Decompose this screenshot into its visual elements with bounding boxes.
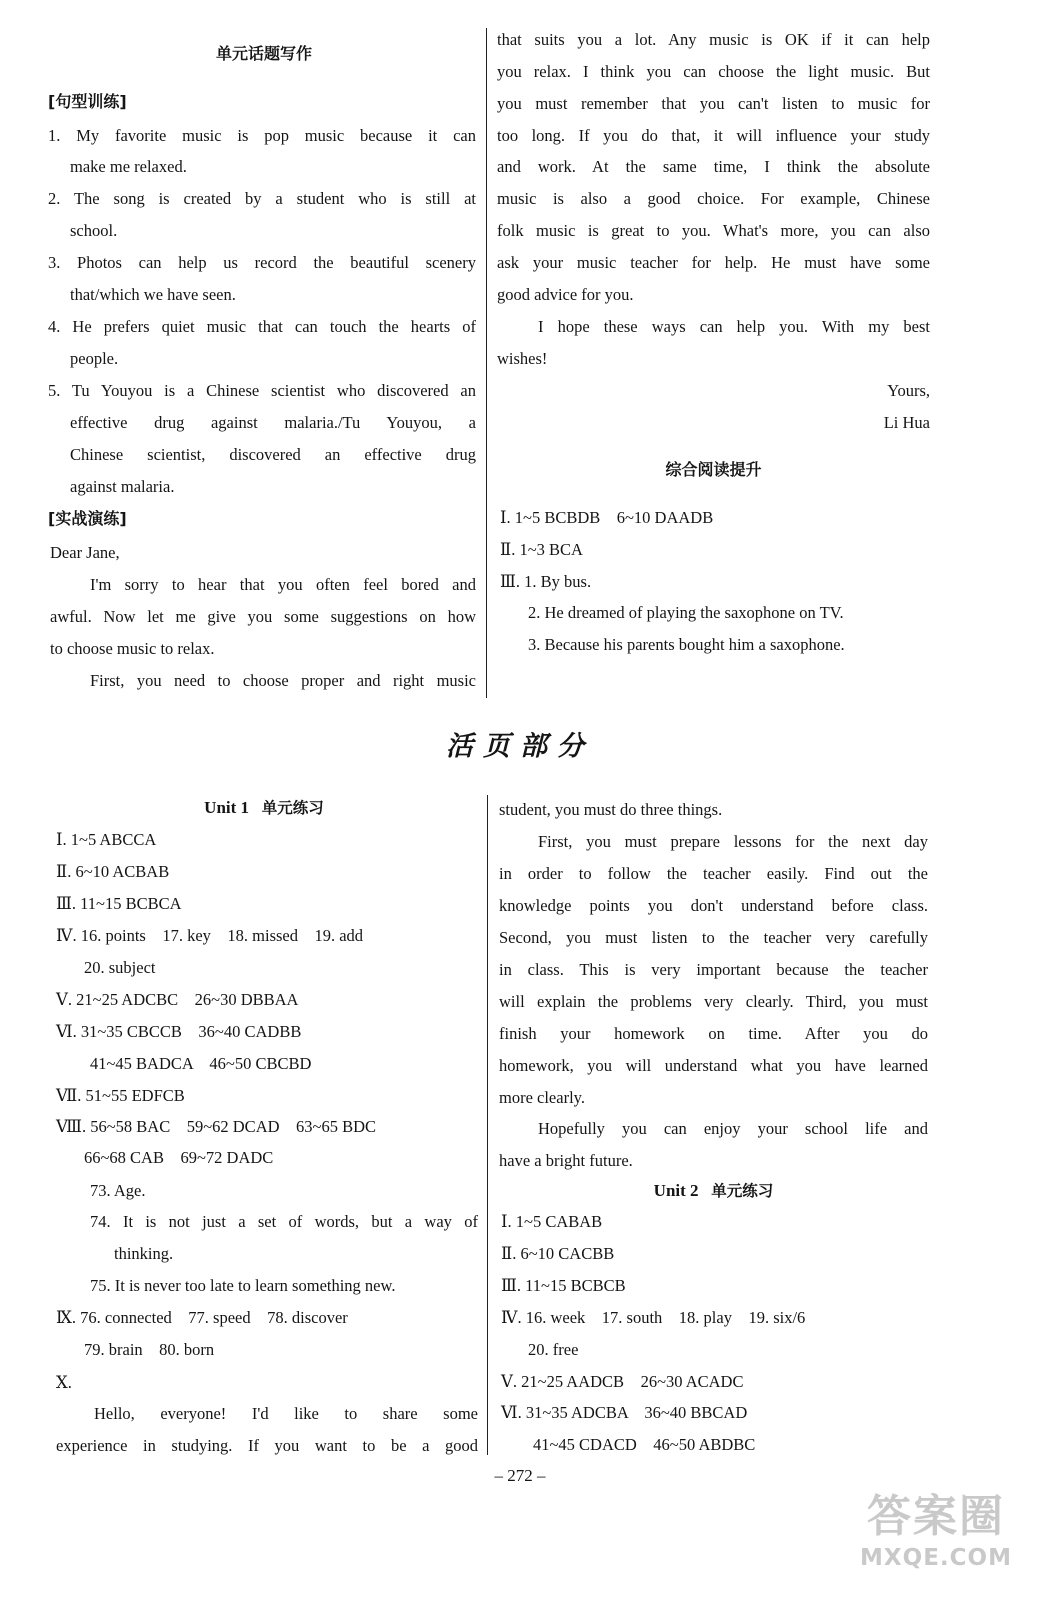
answer-line: Ⅲ. 1. By bus. (500, 572, 592, 591)
answer-line: Ⅸ. 76. connected 77. speed 78. discover (56, 1308, 348, 1327)
answer-line: Ⅵ. 31~35 ADCBA 36~40 BBCAD (501, 1403, 748, 1422)
answer-line: Ⅲ. 11~15 BCBCA (56, 894, 182, 913)
text-line: Hopefully you can enjoy your school life and (538, 1119, 928, 1138)
answer-line: 3. Because his parents bought him a saxophone. (528, 635, 845, 654)
answer-line: 20. free (528, 1340, 579, 1359)
answer-line: Ⅴ. 21~25 AADCB 26~30 ACADC (501, 1372, 744, 1391)
practice-label: [实战演练] (48, 509, 127, 528)
answer-line: 41~45 CDACD 46~50 ABDBC (533, 1435, 756, 1454)
answer-line: Ⅹ. (56, 1373, 72, 1392)
text-line: I hope these ways can help you. With my best (538, 317, 930, 336)
text-line: finish your homework on time. After you do (499, 1024, 928, 1043)
text-line: school. (70, 221, 118, 240)
answer-line: Ⅰ. 1~5 BCBDB 6~10 DAADB (500, 508, 714, 527)
writing-heading: 单元话题写作 (215, 44, 312, 63)
text-line: you relax. I think you can choose the light music. But (497, 62, 930, 81)
letter-closing: Yours, (887, 381, 930, 400)
text-line: that/which we have seen. (70, 285, 236, 304)
text-line: you must remember that you can't listen to music for (497, 94, 930, 113)
text-line: 3. Photos can help us record the beautiful scenery (48, 253, 476, 272)
answer-line: 20. subject (84, 958, 156, 977)
answer-line: 74. It is not just a set of words, but a way of (90, 1212, 478, 1231)
unit-2-title (499, 1181, 928, 1201)
text-line: music is also a good choice. For example, Chinese (497, 189, 930, 208)
text-line: I'm sorry to hear that you often feel bored and (90, 575, 476, 594)
answer-line: 2. He dreamed of playing the saxophone on TV. (528, 603, 844, 622)
text-line: have a bright future. (499, 1151, 633, 1170)
text-line: wishes! (497, 349, 548, 368)
text-line: that suits you a lot. Any music is OK if it can help (497, 30, 930, 49)
answer-line: Ⅷ. 56~58 BAC 59~62 DCAD 63~65 BDC (56, 1117, 377, 1136)
answer-line: thinking. (114, 1244, 174, 1263)
text-line: 2. The song is created by a student who is still at (48, 189, 476, 208)
answer-line: Ⅲ. 11~15 BCBCB (501, 1276, 626, 1295)
text-line: experience in studying. If you want to be a good (56, 1436, 478, 1455)
answer-line: Ⅴ. 21~25 ADCBC 26~30 DBBAA (56, 990, 299, 1009)
text-line: Second, you must listen to the teacher very carefully (499, 928, 928, 947)
answer-line: Ⅰ. 1~5 ABCCA (56, 830, 157, 849)
text-line: homework, you will understand what you have learned (499, 1056, 928, 1075)
letter-signature: Li Hua (883, 413, 930, 432)
answer-line: Ⅳ. 16. week 17. south 18. play 19. six/6 (501, 1308, 806, 1327)
answer-line: 73. Age. (90, 1181, 146, 1200)
text-line: good advice for you. (497, 285, 634, 304)
watermark-glyphs: 答案圈 (867, 1491, 1005, 1542)
text-line: 4. He prefers quiet music that can touch the hearts of (48, 317, 476, 336)
letter-salutation: Dear Jane, (50, 543, 120, 562)
answer-line: 66~68 CAB 69~72 DADC (84, 1148, 274, 1167)
text-line: 1. My favorite music is pop music because it can (48, 126, 476, 145)
column-divider (486, 28, 487, 698)
text-line: make me relaxed. (70, 157, 187, 176)
text-line: effective drug against malaria./Tu Youyou, a (70, 413, 476, 432)
watermark-logo (846, 1490, 1026, 1590)
answer-line: Ⅳ. 16. points 17. key 18. missed 19. add (56, 926, 364, 945)
answer-line: Ⅰ. 1~5 CABAB (501, 1212, 603, 1231)
unit-1-label: Unit 1 (204, 798, 250, 817)
unit-1-subtitle: 单元练习 (261, 799, 324, 817)
text-line: Chinese scientist, discovered an effective drug (70, 445, 476, 464)
text-line: knowledge points you don't understand before class. (499, 896, 928, 915)
answer-line: Ⅱ. 6~10 CACBB (501, 1244, 615, 1263)
text-line: too long. If you do that, it will influence your study (497, 126, 930, 145)
text-line: folk music is great to you. What's more, you can also (497, 221, 930, 240)
text-line: against malaria. (70, 477, 175, 496)
text-line: to choose music to relax. (50, 639, 215, 658)
text-line: awful. Now let me give you some suggestions on how (50, 607, 476, 626)
answer-line: Ⅱ. 6~10 ACBAB (56, 862, 170, 881)
text-line: First, you must prepare lessons for the next day (538, 832, 928, 851)
section-title: 活页部分 (446, 731, 594, 762)
answer-line: Ⅶ. 51~55 EDFCB (56, 1086, 185, 1105)
reading-heading: 综合阅读提升 (665, 460, 762, 479)
unit-2-label: Unit 2 (653, 1181, 699, 1200)
text-line: people. (70, 349, 119, 368)
text-line: more clearly. (499, 1088, 585, 1107)
text-line: 5. Tu Youyou is a Chinese scientist who discovered an (48, 381, 476, 400)
page-number: – 272 – (494, 1466, 546, 1485)
answer-line: Ⅵ. 31~35 CBCCB 36~40 CADBB (56, 1022, 302, 1041)
answer-line: 79. brain 80. born (84, 1340, 215, 1359)
answer-line: 41~45 BADCA 46~50 CBCBD (90, 1054, 312, 1073)
text-line: student, you must do three things. (499, 800, 723, 819)
text-line: First, you need to choose proper and right music (90, 671, 476, 690)
answer-line: Ⅱ. 1~3 BCA (500, 540, 583, 559)
sentence-training-label: [句型训练] (48, 92, 127, 111)
text-line: ask your music teacher for help. He must have some (497, 253, 930, 272)
unit-2-subtitle: 单元练习 (711, 1182, 774, 1200)
text-line: in class. This is very important because the teacher (499, 960, 928, 979)
answer-line: 75. It is never too late to learn something new. (90, 1276, 396, 1295)
column-divider (487, 795, 488, 1455)
watermark-site: MXQE.COM (860, 1545, 1012, 1571)
text-line: will explain the problems very clearly. Third, you must (499, 992, 928, 1011)
text-line: and work. At the same time, I think the absolute (497, 157, 930, 176)
text-line: in order to follow the teacher easily. Find out the (499, 864, 928, 883)
text-line: Hello, everyone! I'd like to share some (94, 1404, 478, 1423)
unit-1-title (50, 798, 478, 818)
